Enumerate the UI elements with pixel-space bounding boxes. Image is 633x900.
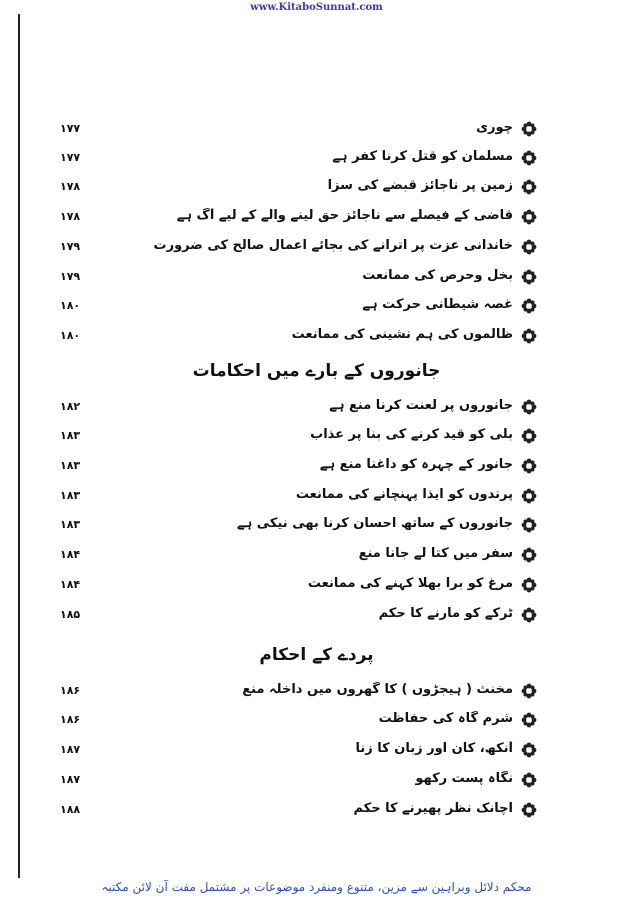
flower-bullet-icon bbox=[521, 517, 537, 533]
entry-title: شرم گاہ کی حفاظت bbox=[378, 711, 513, 726]
page-number: ۱۸۸ bbox=[60, 803, 81, 816]
flower-bullet-icon bbox=[521, 742, 537, 758]
entry-title: پرندوں کو ایذا پہنچانے کی ممانعت bbox=[295, 487, 513, 502]
page-number: ۱۸۶ bbox=[60, 713, 81, 726]
flower-bullet-icon bbox=[521, 428, 537, 444]
flower-bullet-icon bbox=[521, 547, 537, 563]
section-heading: جانوروں کے بارے میں احکامات bbox=[192, 361, 441, 381]
entry-title: ظالموں کی ہم نشینی کی ممانعت bbox=[291, 327, 513, 342]
toc-entry bbox=[0, 266, 633, 292]
entry-title: جانور کے چہرہ کو داغنا منع ہے bbox=[319, 457, 513, 472]
entry-title: خاندانی عزت پر اترانے کی بجائے اعمال صالح کی ضرورت bbox=[153, 238, 513, 253]
toc-entry bbox=[0, 574, 633, 600]
page-number: ۱۸۳ bbox=[60, 459, 81, 472]
entry-title: زمین پر ناجائز قبضے کی سزا bbox=[327, 178, 513, 193]
page-number: ۱۸۳ bbox=[60, 489, 81, 502]
section-heading: پردے کے احکام bbox=[259, 645, 374, 665]
flower-bullet-icon bbox=[521, 298, 537, 314]
page-number: ۱۸۷ bbox=[60, 743, 81, 756]
entry-title: اچانک نظر پھیرنے کا حکم bbox=[353, 801, 513, 816]
flower-bullet-icon bbox=[521, 328, 537, 344]
toc-entry bbox=[0, 425, 633, 451]
entry-title: مخنث ( ہیجڑوں ) کا گھروں میں داخلہ منع bbox=[242, 682, 513, 697]
flower-bullet-icon bbox=[521, 458, 537, 474]
flower-bullet-icon bbox=[521, 179, 537, 195]
toc-entry bbox=[0, 396, 633, 422]
page-number: ۱۷۹ bbox=[60, 240, 81, 253]
entry-title: جانوروں پر لعنت کرنا منع ہے bbox=[329, 398, 513, 413]
page-number: ۱۷۷ bbox=[60, 151, 81, 164]
toc-entry bbox=[0, 485, 633, 511]
page-number: ۱۷۸ bbox=[60, 180, 81, 193]
entry-title: آنکھ، کان اور زبان کا زنا bbox=[355, 741, 513, 756]
toc-entry bbox=[0, 544, 633, 570]
toc-entry bbox=[0, 769, 633, 795]
page-number: ۱۸۲ bbox=[60, 400, 81, 413]
header-url[interactable]: www.KitaboSunnat.com bbox=[250, 2, 383, 13]
flower-bullet-icon bbox=[521, 150, 537, 166]
flower-bullet-icon bbox=[521, 772, 537, 788]
page-number: ۱۷۸ bbox=[60, 210, 81, 223]
toc-entry bbox=[0, 118, 633, 144]
entry-title: بلی کو قید کرنے کی بنا پر عذاب bbox=[310, 427, 513, 442]
toc-entry bbox=[0, 325, 633, 351]
entry-title: بخل وحرص کی ممانعت bbox=[362, 268, 513, 283]
entry-title: جانوروں کے ساتھ احسان کرنا بھی نیکی ہے bbox=[237, 516, 513, 531]
flower-bullet-icon bbox=[521, 712, 537, 728]
footer-tagline[interactable]: محکم دلائل وبراہین سے مزین، متنوع ومنفرد موضوعات پر مشتمل مفت آن لائن مکتبہ bbox=[101, 880, 532, 894]
flower-bullet-icon bbox=[521, 607, 537, 623]
entry-title: غصہ شیطانی حرکت ہے bbox=[362, 297, 513, 312]
toc-entry bbox=[0, 206, 633, 232]
toc-entry bbox=[0, 176, 633, 202]
page-number: ۱۸۴ bbox=[60, 578, 81, 591]
page-number: ۱۸۳ bbox=[60, 429, 81, 442]
entry-title: مرغ کو برا بھلا کہنے کی ممانعت bbox=[307, 576, 513, 591]
flower-bullet-icon bbox=[521, 121, 537, 137]
page-number: ۱۸۴ bbox=[60, 548, 81, 561]
toc-entry bbox=[0, 604, 633, 630]
toc-entry bbox=[0, 709, 633, 735]
flower-bullet-icon bbox=[521, 399, 537, 415]
toc-entry bbox=[0, 514, 633, 540]
page-number: ۱۸۵ bbox=[60, 608, 81, 621]
toc-entry bbox=[0, 739, 633, 765]
toc-entry bbox=[0, 147, 633, 173]
page-number: ۱۷۹ bbox=[60, 270, 81, 283]
entry-title: چوری bbox=[476, 120, 513, 135]
page-number: ۱۷۷ bbox=[60, 122, 81, 135]
flower-bullet-icon bbox=[521, 209, 537, 225]
flower-bullet-icon bbox=[521, 577, 537, 593]
toc-entry bbox=[0, 799, 633, 825]
entry-title: سفر میں کتا لے جانا منع bbox=[358, 546, 513, 561]
toc-entry bbox=[0, 680, 633, 706]
entry-title: نگاہ پست رکھو bbox=[415, 771, 513, 786]
flower-bullet-icon bbox=[521, 239, 537, 255]
flower-bullet-icon bbox=[521, 683, 537, 699]
page-number: ۱۸۶ bbox=[60, 684, 81, 697]
flower-bullet-icon bbox=[521, 269, 537, 285]
toc-entry bbox=[0, 236, 633, 262]
entry-title: قاضی کے فیصلے سے ناجائز حق لینے والے کے لیے آگ ہے bbox=[176, 208, 513, 223]
entry-title: ٹرکے کو مارنے کا حکم bbox=[378, 606, 513, 621]
flower-bullet-icon bbox=[521, 802, 537, 818]
page-number: ۱۸۷ bbox=[60, 773, 81, 786]
flower-bullet-icon bbox=[521, 488, 537, 504]
toc-entry bbox=[0, 455, 633, 481]
page-number: ۱۸۳ bbox=[60, 518, 81, 531]
page-number: ۱۸۰ bbox=[60, 299, 81, 312]
entry-title: مسلمان کو قتل کرنا کفر ہے bbox=[332, 149, 513, 164]
toc-entry bbox=[0, 295, 633, 321]
page-number: ۱۸۰ bbox=[60, 329, 81, 342]
